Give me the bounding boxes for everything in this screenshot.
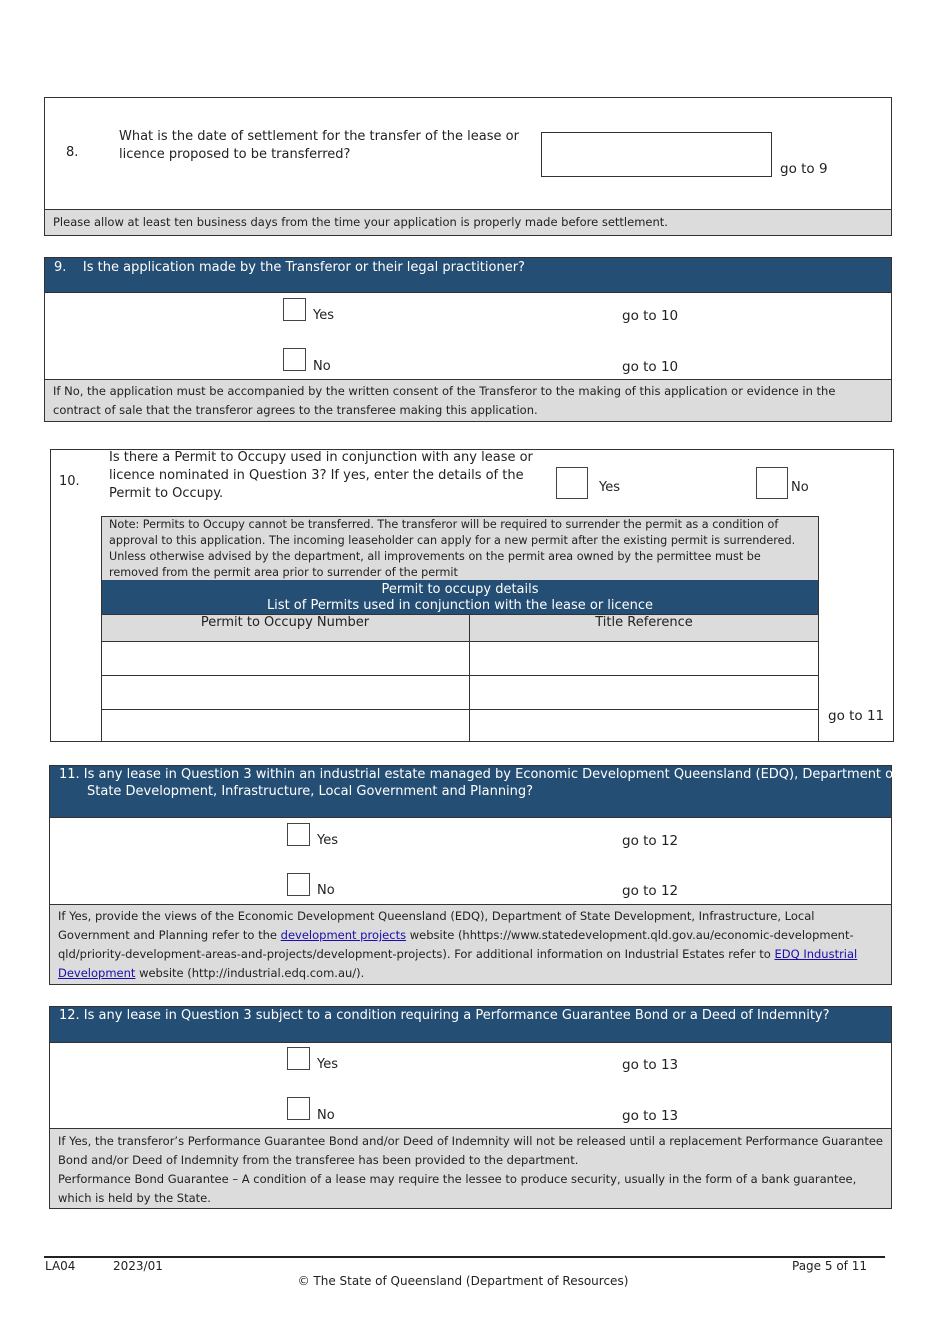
q11-no-goto: go to 12 [622,883,679,899]
q11-note-text-3: website (http://industrial.edq.com.au/). [135,966,365,980]
q11-yes-goto: go to 12 [622,833,679,849]
q12-title-text: 12. Is any lease in Question 3 subject to a condition requiring a Performance Guarantee Bond or a Deed of Indemnity? [59,1008,830,1023]
q10-yes-label: Yes [599,480,620,495]
q11-no-label: No [317,883,335,898]
q10-note: Note: Permits to Occupy cannot be transferred. The transferor will be required to surrender the permit as a condition of approval to this application. The incoming leaseholder can apply for a new permit after the existing permit is surrendered. Unless otherwise advised by the department, all improvements on the permit area owned by the permittee must be removed from the permit area prior to surrender of the permit [101,516,819,581]
q12-note [50,1128,891,1208]
footer-copyright: © The State of Queensland (Department of Resources) [297,1274,629,1288]
q9-yes-checkbox[interactable] [283,298,306,321]
q11-yes-checkbox[interactable] [287,823,310,846]
q12-note-line1: If Yes, the transferor’s Performance Guarantee Bond and/or Deed of Indemnity will not be released until a replacement Performance Guarantee Bond and/or Deed of Indemnity from the transferee has been provided to the department. [58,1134,884,1167]
footer-rule [44,1256,885,1258]
col-title-reference-header: Title Reference [595,615,693,630]
q8-goto: go to 9 [780,161,828,177]
q9-no-checkbox[interactable] [283,348,306,371]
footer-form-code: LA04 [45,1259,76,1273]
q12-yes-checkbox[interactable] [287,1047,310,1070]
q9-title [45,258,891,293]
q9-no-label: No [313,359,331,374]
q9-no-goto: go to 10 [622,359,679,375]
q11-title-line2: State Development, Infrastructure, Local Government and Planning? [87,783,534,799]
permit-table-header [101,580,819,614]
q11-no-checkbox[interactable] [287,873,310,896]
edq-industrial-development-link[interactable]: EDQ Industrial Development [58,947,858,980]
q9-yes-goto: go to 10 [622,308,679,324]
q9-title-text: 9. Is the application made by the Transferor or their legal practitioner? [54,260,525,275]
q11-title-line1: 11. Is any lease in Question 3 within an industrial estate managed by Economic Development Queensland (EDQ), Department of [59,767,898,782]
permit-table-title: Permit to occupy details [381,582,539,597]
q12-no-checkbox[interactable] [287,1097,310,1120]
q10-number: 10. [59,474,80,489]
settlement-date-input[interactable] [541,132,772,177]
q11-note-text-1: If Yes, provide the views of the Economic Development Queensland (EDQ), Department of State Development, Infrastructure, Local Government and Planning refer to the [58,909,815,942]
q10-yes-checkbox[interactable] [556,467,588,499]
q10-goto: go to 11 [828,708,885,724]
q8-question: What is the date of settlement for the transfer of the lease or licence proposed to be transferred? [119,129,519,162]
title-reference-cell-1[interactable] [470,642,818,675]
q10-no-label: No [791,480,809,495]
q12-yes-label: Yes [317,1057,338,1072]
q8-number: 8. [66,145,79,160]
q12-no-goto: go to 13 [622,1108,679,1124]
q12-yes-goto: go to 13 [622,1057,679,1073]
q10-question: Is there a Permit to Occupy used in conjunction with any lease or licence nominated in Question 3? If yes, enter the details of the Permit to Occupy. [109,450,533,501]
q11-yes-label: Yes [317,833,338,848]
q10-no-checkbox[interactable] [756,467,788,499]
footer-version: 2023/01 [113,1259,163,1273]
q9-yes-label: Yes [313,308,334,323]
permit-number-cell-1[interactable] [102,642,468,675]
permit-number-cell-3[interactable] [102,710,468,741]
col-permit-number-header: Permit to Occupy Number [200,615,370,630]
q11-note [50,904,891,984]
q11-title [50,766,898,818]
title-reference-cell-2[interactable] [470,676,818,709]
q12-note-line2: Performance Bond Guarantee – A condition of a lease may require the lessee to produce security, usually in the form of a bank guarantee, which is held by the State. [58,1172,857,1205]
q12-title [50,1007,891,1043]
development-projects-link[interactable]: development projects [280,928,407,942]
q8-note: Please allow at least ten business days from the time your application is properly made before settlement. [45,209,891,235]
title-reference-cell-3[interactable] [470,710,818,741]
q9-note: If No, the application must be accompanied by the written consent of the Transferor to the making of this application or evidence in the contract of sale that the transferor agrees to the transferee making this application. [45,379,891,421]
q11-note-text-2: website (hhttps://www.statedevelopment.qld.gov.au/economic-development-qld/priority-development-areas-and-projects/development-projects). For additional information on Industrial Estates refer to [58,928,854,961]
permit-number-cell-2[interactable] [102,676,468,709]
q12-no-label: No [317,1108,335,1123]
footer-page-number: Page 5 of 11 [792,1259,867,1273]
permit-table-subtitle: List of Permits used in conjunction with the lease or licence [266,598,654,613]
